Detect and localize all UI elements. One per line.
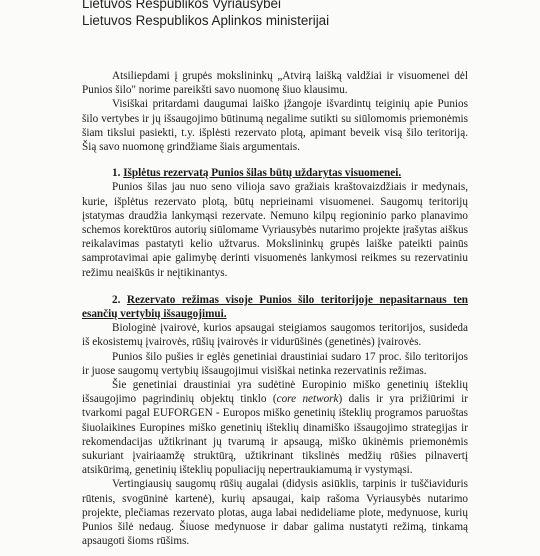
core-network-term: core network [276,393,339,406]
addressee-government: Lietuvos Respublikos Vyriausybei [82,0,281,11]
section-2-paragraph-1: Biologinė įvairovė, kurios apsaugai steigiamos saugomos teritorijos, susideda iš ekosistemų įvairovės, rūšių įvairovės ir vidurūšinės (genetinės) įvairovės. [82,322,468,349]
section-2-title: Rezervato režimas visoje Punios šilo teritorijoje nepasitarnaus ten esančių vertybių išsaugojimui. [82,293,469,321]
letter-body [82,69,468,549]
section-2-paragraph-2: Punios šilo pušies ir eglės genetiniai draustiniai sudaro 17 proc. šilo teritorijos ir juose saugomų vertybių išsaugojimui visiškai netinka rezervatinis režimas. [82,350,468,377]
section-2-paragraph-3 [82,378,468,477]
p3-text-after: ) dalis ir yra prižiūrimi ir tvarkomi pagal EUFORGEN - Europos miško genetinių išteklių programos paruoštas šiuolaikines Europines miško genetinių išteklių dinamiško išsaugojimo strategijas ir rekomendacijas užtikrinant jų tvarumą ir apsaugą, miško ūkinėmis priemonėmis sukuriant įvairiaamžę struktūrą, užtikrinant tikslinės medžių rūšies pilnavertį atsikūrimą, genetinių išteklių populiacijų nepertraukiamumą ir vystymąsi. [82,393,469,477]
section-1-title: Išplėtus rezervatą Punios šilas būtų uždarytas visuomenei. [123,167,402,180]
addressee-ministry: Lietuvos Respublikos Aplinkos ministerijai [82,12,330,28]
section-1-paragraph: Punios šilas jau nuo seno vilioja savo gražiais kraštovaizdžiais ir medynais, kurie, išplėtus rezervato plotą, būtų neprieinami visuomenei. Saugomų teritorijų įstatymas draudžia lankymąsi rezervate. Nemuno kilpų regioninio parko planavimo schemos korektūros autorių siūlomame Vyriausybės nutarimo projekte įrašytas aiškus reikalavimas pastatyti kelio užtvarus. Mokslininkų grupės laiške pateikti painūs samprotavimai apie galimybę derinti visuomenės lankymosi reikmes su rezervatiniu režimu neaiškūs ir neįtikinantys. [82,181,468,279]
p3-text-before: Šie genetiniai draustiniai yra sudėtinė Europinio miško genetinių išteklių išsaugojimo pagrindinių objektų tinklo ( [82,379,468,406]
addressee-block [82,0,329,29]
intro-paragraph-2: Visiškai pritardami daugumai laiško įžangoje išvardintų teiginių apie Punios šilo vertybes ir jų išsaugojimo būtinumą negalime sutikti su siūlomomis priemonėmis šiam tikslui pasiekti, t.y. išplėsti rezervato plotą, apimant beveik visą šilo teritoriją. Šią savo nuomonę grindžiame šiais argumentais. [82,98,468,154]
section-2-heading [82,293,468,321]
section-1-number: 1. [112,167,121,180]
section-2-paragraph-4: Vertingiausių saugomų rūšių augalai (didysis asiūklis, tarpinis ir tuščiaviduris rūtenis, svogūninė kartenė), kurių apsaugai, kaip rašoma Vyriausybės nutarimo projekte, plečiamas rezervato plotas, auga labai nedideliame plote, medynuose, kurių Punios šilė nedaug. Šiuose medynuose ir dabar galima nustatyti režimą, tinkamą apsaugoti šioms rūšims. [82,478,468,548]
section-1-heading [82,166,468,180]
intro-paragraph-1: Atsiliepdami į grupės mokslininkų „Atvirą laišką valdžiai ir visuomenei dėl Punios šilo" norime pareikšti savo nuomonę šiuo klausimu. [82,70,468,97]
section-2-number: 2. [112,293,121,306]
